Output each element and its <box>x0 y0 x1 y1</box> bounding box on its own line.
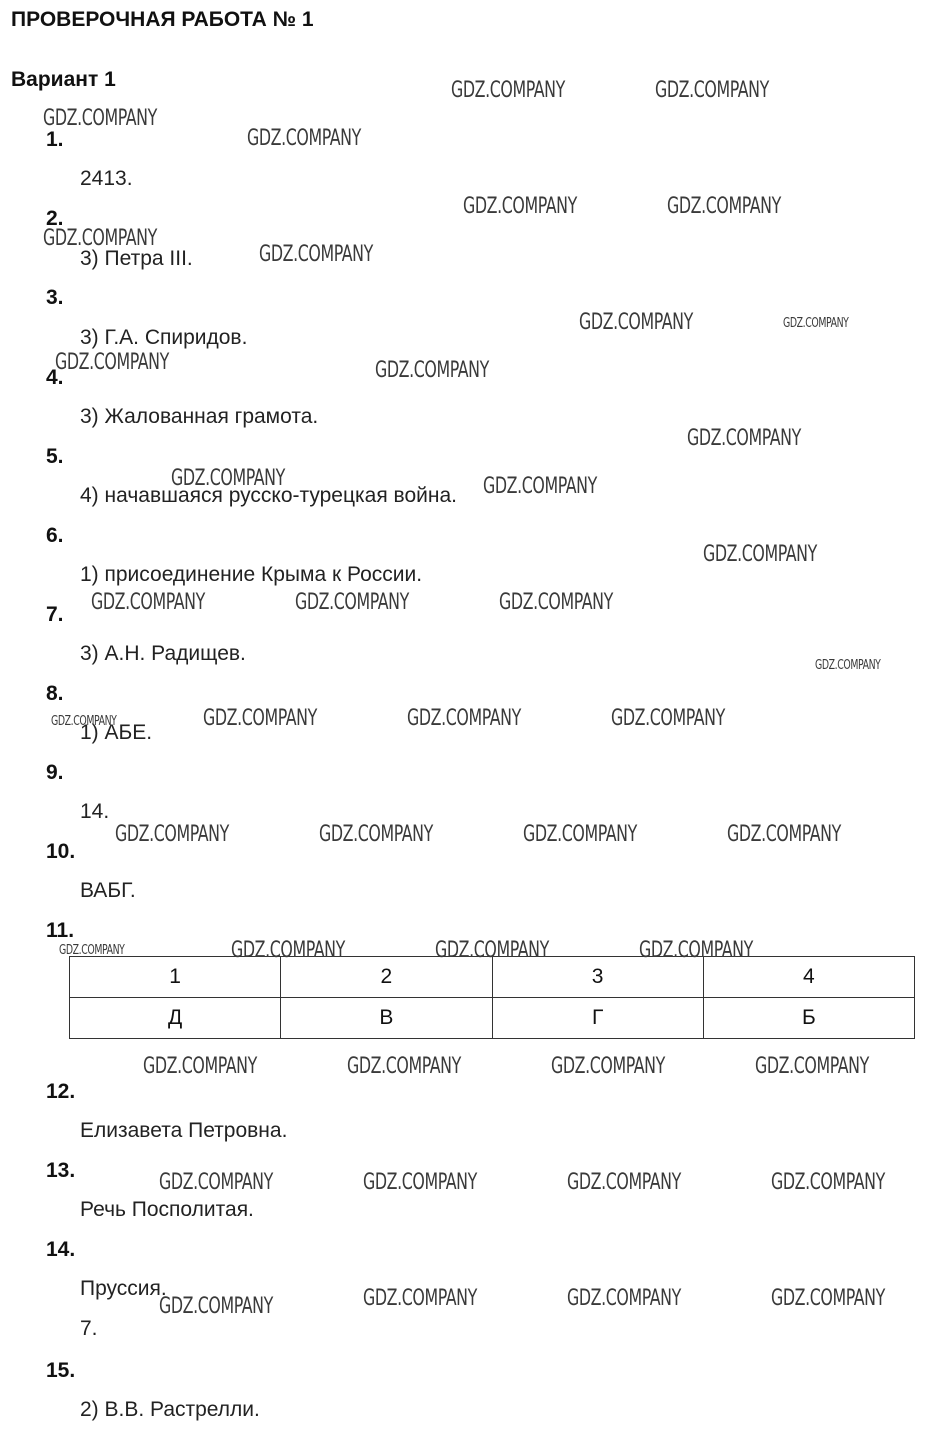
watermark: GDZ.COMPANY <box>687 426 801 451</box>
answer-text: 2) В.В. Растрелли. <box>80 1398 260 1421</box>
question-number: 15. <box>46 1359 76 1382</box>
watermark: GDZ.COMPANY <box>91 590 205 615</box>
watermark: GDZ.COMPANY <box>703 542 817 567</box>
watermark: GDZ.COMPANY <box>611 706 725 731</box>
table-cell: Г <box>492 998 703 1039</box>
watermark: GDZ.COMPANY <box>483 474 597 499</box>
watermark: GDZ.COMPANY <box>783 316 849 331</box>
answer-text: Пруссия. <box>80 1277 167 1300</box>
answer-text: 3) А.Н. Радищев. <box>80 642 246 665</box>
table-cell: 4 <box>703 957 914 998</box>
answer-text: 14. <box>80 800 110 823</box>
watermark: GDZ.COMPANY <box>363 1170 477 1195</box>
watermark: GDZ.COMPANY <box>551 1054 665 1079</box>
watermark: GDZ.COMPANY <box>115 822 229 847</box>
question-number: 3. <box>46 286 64 309</box>
page-title: ПРОВЕРОЧНАЯ РАБОТА № 1 <box>11 8 314 31</box>
table-cell: 2 <box>281 957 492 998</box>
table-cell: Д <box>70 998 281 1039</box>
watermark: GDZ.COMPANY <box>639 938 753 963</box>
answer-text: 1) АБЕ. <box>80 721 153 744</box>
answer-text: ВАБГ. <box>80 879 136 902</box>
watermark: GDZ.COMPANY <box>51 714 117 729</box>
watermark: GDZ.COMPANY <box>159 1170 273 1195</box>
watermark: GDZ.COMPANY <box>347 1054 461 1079</box>
watermark: GDZ.COMPANY <box>231 938 345 963</box>
watermark: GDZ.COMPANY <box>363 1286 477 1311</box>
watermark: GDZ.COMPANY <box>567 1286 681 1311</box>
watermark: GDZ.COMPANY <box>755 1054 869 1079</box>
watermark: GDZ.COMPANY <box>59 943 125 958</box>
watermark: GDZ.COMPANY <box>319 822 433 847</box>
table-row <box>70 998 915 1039</box>
watermark: GDZ.COMPANY <box>499 590 613 615</box>
watermark: GDZ.COMPANY <box>523 822 637 847</box>
answer-text: 2413. <box>80 167 133 190</box>
answer-text: Елизавета Петровна. <box>80 1119 288 1142</box>
watermark: GDZ.COMPANY <box>667 194 781 219</box>
table-cell: 1 <box>70 957 281 998</box>
watermark: GDZ.COMPANY <box>655 78 769 103</box>
variant-heading: Вариант 1 <box>11 68 116 91</box>
watermark: GDZ.COMPANY <box>247 126 361 151</box>
watermark: GDZ.COMPANY <box>143 1054 257 1079</box>
question-number: 1. <box>46 128 64 151</box>
question-number: 10. <box>46 840 76 863</box>
watermark: GDZ.COMPANY <box>451 78 565 103</box>
watermark: GDZ.COMPANY <box>259 242 373 267</box>
watermark: GDZ.COMPANY <box>727 822 841 847</box>
question-number: 11. <box>46 919 75 942</box>
watermark: GDZ.COMPANY <box>43 106 157 131</box>
answer-text: 3) Петра III. <box>80 247 193 270</box>
answer-text: 3) Жалованная грамота. <box>80 405 319 428</box>
watermark: GDZ.COMPANY <box>463 194 577 219</box>
question-number: 7. <box>46 603 64 626</box>
question-number: 9. <box>46 761 64 784</box>
watermark: GDZ.COMPANY <box>579 310 693 335</box>
watermark: GDZ.COMPANY <box>771 1170 885 1195</box>
question-number: 2. <box>46 207 64 230</box>
watermark: GDZ.COMPANY <box>43 226 157 251</box>
watermark: GDZ.COMPANY <box>375 358 489 383</box>
answer-text: 1) присоединение Крыма к России. <box>80 563 423 586</box>
table-cell: В <box>281 998 492 1039</box>
watermark: GDZ.COMPANY <box>159 1294 273 1319</box>
answer-text: 3) Г.А. Спиридов. <box>80 326 248 349</box>
watermark: GDZ.COMPANY <box>435 938 549 963</box>
answer-text: 7. <box>80 1317 98 1340</box>
watermark: GDZ.COMPANY <box>815 658 881 673</box>
question-number: 12. <box>46 1080 76 1103</box>
table-cell: 3 <box>492 957 703 998</box>
watermark: GDZ.COMPANY <box>203 706 317 731</box>
answer-text: 4) начавшаяся русско-турецкая война. <box>80 484 457 507</box>
watermark: GDZ.COMPANY <box>771 1286 885 1311</box>
answer-text: Речь Посполитая. <box>80 1198 254 1221</box>
question-number: 4. <box>46 366 64 389</box>
question-number: 13. <box>46 1159 76 1182</box>
watermark: GDZ.COMPANY <box>171 466 285 491</box>
table-cell: Б <box>703 998 914 1039</box>
watermark: GDZ.COMPANY <box>295 590 409 615</box>
question-number: 14. <box>46 1238 76 1261</box>
watermark: GDZ.COMPANY <box>55 350 169 375</box>
watermark: GDZ.COMPANY <box>407 706 521 731</box>
watermark: GDZ.COMPANY <box>567 1170 681 1195</box>
matching-table <box>69 956 915 1039</box>
question-number: 6. <box>46 524 64 547</box>
question-number: 5. <box>46 445 64 468</box>
question-number: 8. <box>46 682 64 705</box>
